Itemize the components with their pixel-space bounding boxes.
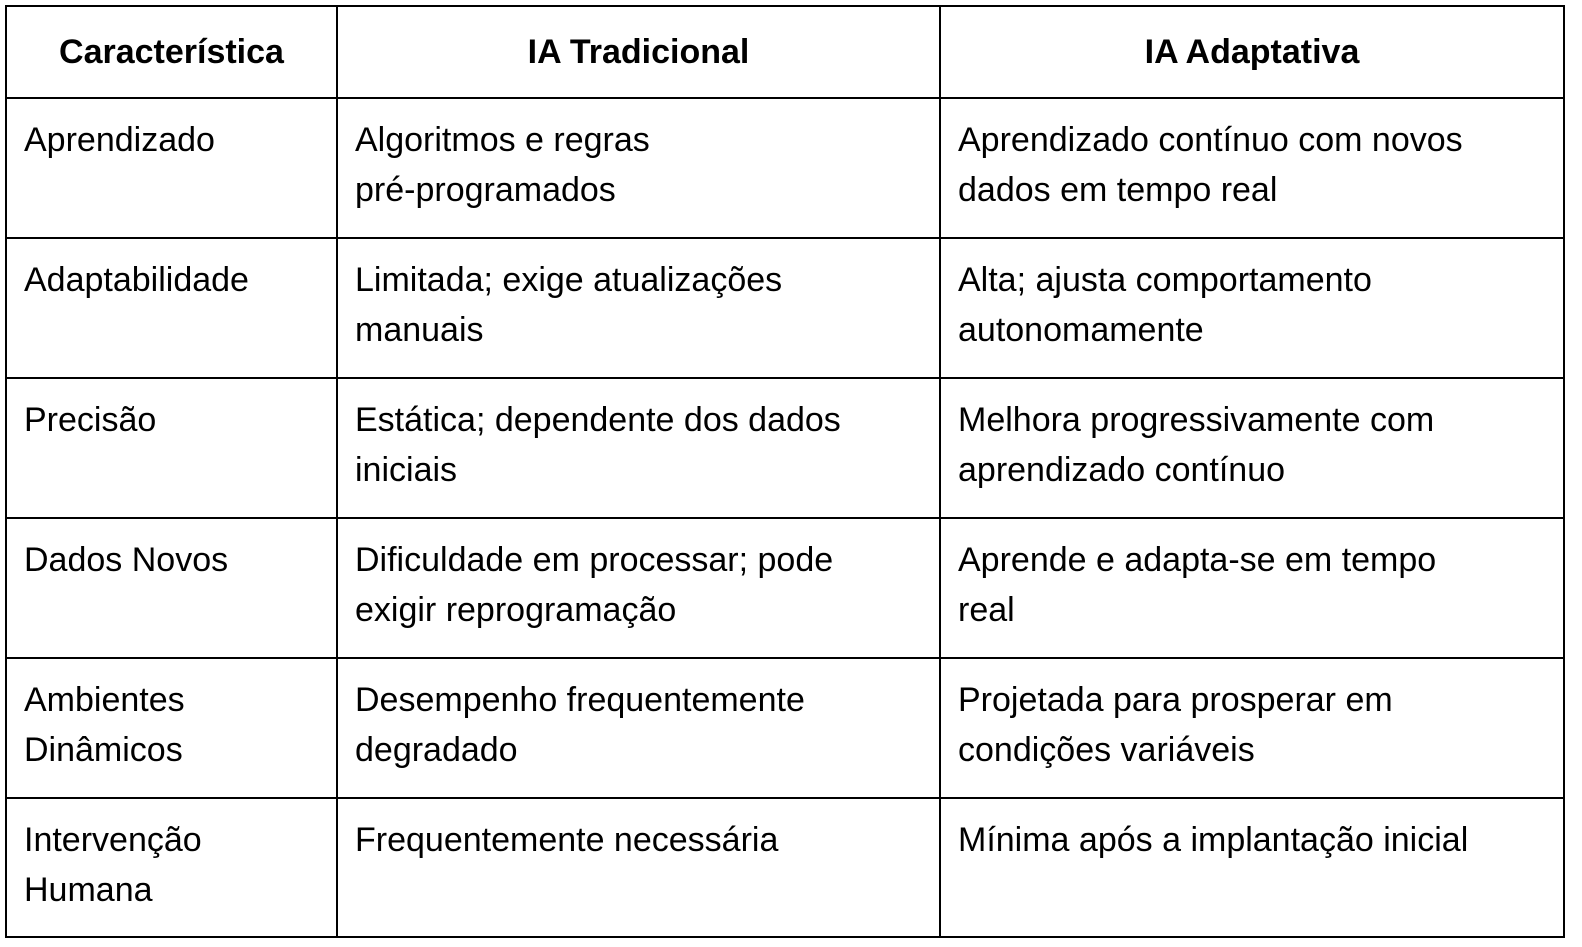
cell-ia-adaptativa: Mínima após a implantação inicial bbox=[940, 798, 1564, 937]
cell-ia-adaptativa: Aprendizado contínuo com novos dados em tempo real bbox=[940, 98, 1564, 238]
table-header-row bbox=[6, 6, 1564, 98]
row-label: Ambientes Dinâmicos bbox=[6, 658, 337, 798]
header-ia-adaptativa: IA Adaptativa bbox=[940, 6, 1564, 98]
cell-ia-adaptativa: Projetada para prosperar em condições variáveis bbox=[940, 658, 1564, 798]
cell-ia-tradicional: Dificuldade em processar; pode exigir reprogramação bbox=[337, 518, 940, 658]
row-label: Aprendizado bbox=[6, 98, 337, 238]
header-ia-tradicional: IA Tradicional bbox=[337, 6, 940, 98]
comparison-table bbox=[5, 5, 1565, 938]
table-row bbox=[6, 518, 1564, 658]
row-label: Intervenção Humana bbox=[6, 798, 337, 937]
table-row bbox=[6, 98, 1564, 238]
table-row bbox=[6, 798, 1564, 937]
table-row bbox=[6, 238, 1564, 378]
table-row bbox=[6, 658, 1564, 798]
cell-ia-adaptativa: Aprende e adapta-se em tempo real bbox=[940, 518, 1564, 658]
row-label: Precisão bbox=[6, 378, 337, 518]
cell-ia-tradicional: Desempenho frequentemente degradado bbox=[337, 658, 940, 798]
cell-ia-tradicional: Limitada; exige atualizações manuais bbox=[337, 238, 940, 378]
header-caracteristica: Característica bbox=[6, 6, 337, 98]
row-label: Dados Novos bbox=[6, 518, 337, 658]
cell-ia-adaptativa: Alta; ajusta comportamento autonomamente bbox=[940, 238, 1564, 378]
row-label: Adaptabilidade bbox=[6, 238, 337, 378]
table-row bbox=[6, 378, 1564, 518]
cell-ia-adaptativa: Melhora progressivamente com aprendizado contínuo bbox=[940, 378, 1564, 518]
cell-ia-tradicional: Estática; dependente dos dados iniciais bbox=[337, 378, 940, 518]
cell-ia-tradicional: Frequentemente necessária bbox=[337, 798, 940, 937]
cell-ia-tradicional: Algoritmos e regras pré-programados bbox=[337, 98, 940, 238]
